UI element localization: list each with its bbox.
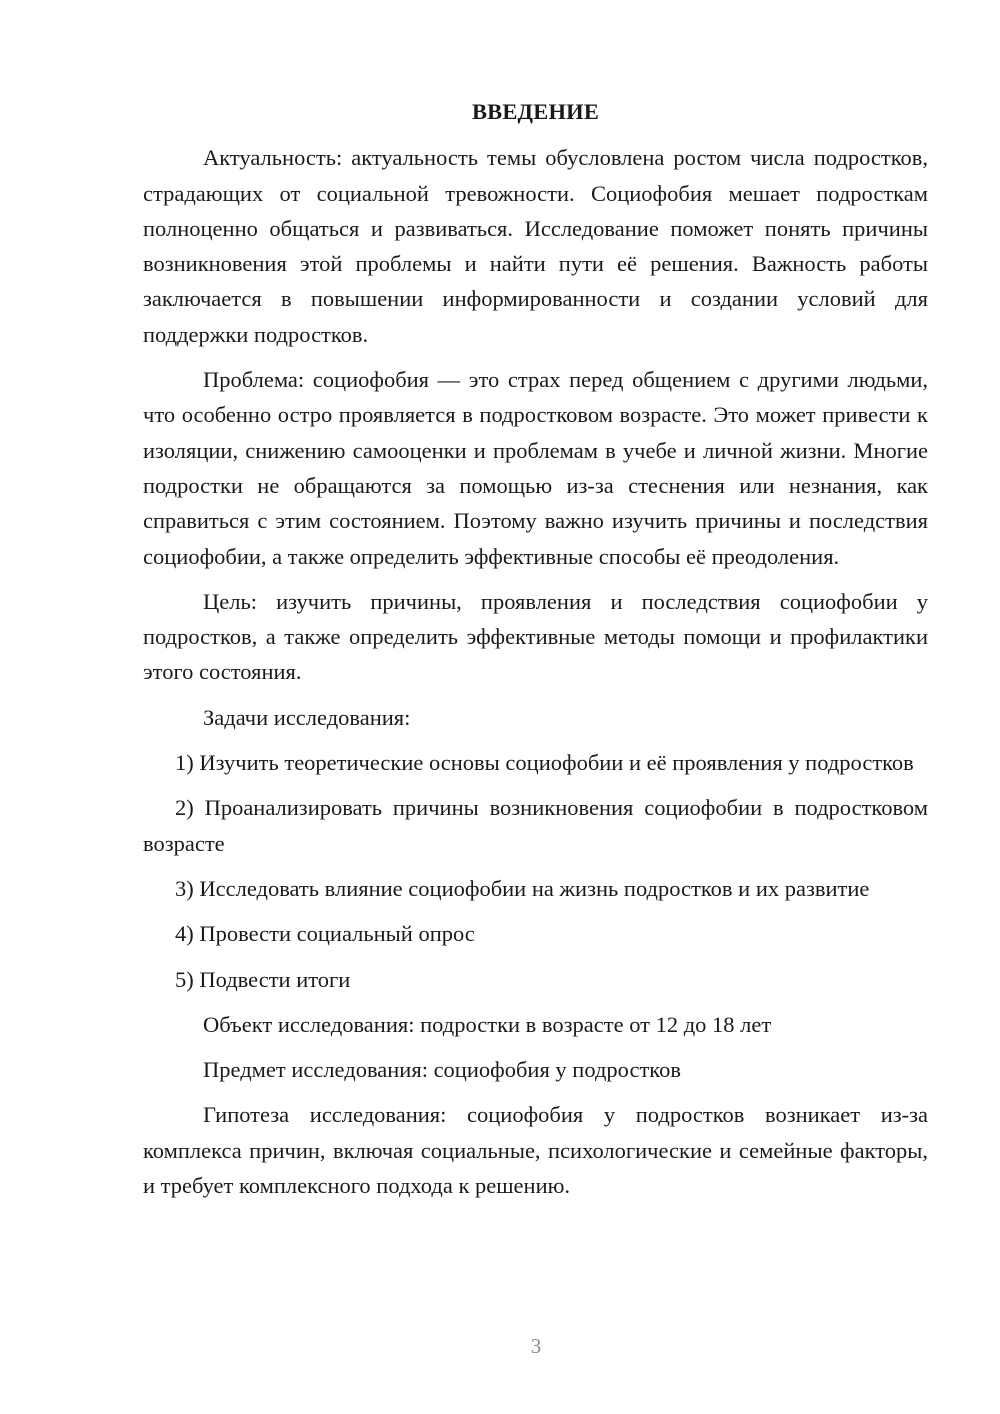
task-item-5: 5) Подвести итоги (175, 966, 351, 992)
research-subject: Предмет исследования: социофобия у подростков (203, 1057, 681, 1083)
task-item-1: 1) Изучить теоретические основы социофобии и её проявления у подростков (175, 750, 914, 776)
research-hypothesis: Гипотеза исследования: социофобия у подростков возникает из-за комплекса причин, включая социальные, психологические и семейные факторы, и требует комплексного подхода к решению. (143, 1102, 928, 1199)
task-item-4: 4) Провести социальный опрос (175, 921, 475, 947)
page-title: ВВЕДЕНИЕ (471, 99, 600, 124)
tasks-heading: Задачи исследования: (203, 704, 411, 730)
paragraph-relevance: Актуальность: актуальность темы обусловлена ростом числа подростков, страдающих от социальной тревожности. Социофобия мешает подросткам полноценно общаться и развиваться. Исследование поможет понять причины возникновения этой проблемы и найти пути её решения. Важность работы заключается в повышении информированности и создании условий для поддержки подростков. (143, 145, 928, 347)
page-number: 3 (530, 1334, 542, 1358)
paragraph-problem: Проблема: социофобия — это страх перед общением с другими людьми, что особенно остро проявляется в подростковом возрасте. Это может привести к изоляции, снижению самооценки и проблемам в учебе и личной жизни. Многие подростки не обращаются за помощью из-за стеснения или незнания, как справиться с этим состоянием. Поэтому важно изучить причины и последствия социофобии, а также определить эффективные способы её преодоления. (143, 367, 928, 569)
research-object: Объект исследования: подростки в возрасте от 12 до 18 лет (203, 1011, 772, 1037)
page-content (143, 94, 928, 1213)
paragraph-goal: Цель: изучить причины, проявления и последствия социофобии у подростков, а также определить эффективные методы помощи и профилактики этого состояния. (143, 588, 928, 685)
task-item-2: 2) Проанализировать причины возникновения социофобии в подростковом возрасте (143, 795, 928, 856)
task-item-3: 3) Исследовать влияние социофобии на жизнь подростков и их развитие (175, 875, 870, 901)
